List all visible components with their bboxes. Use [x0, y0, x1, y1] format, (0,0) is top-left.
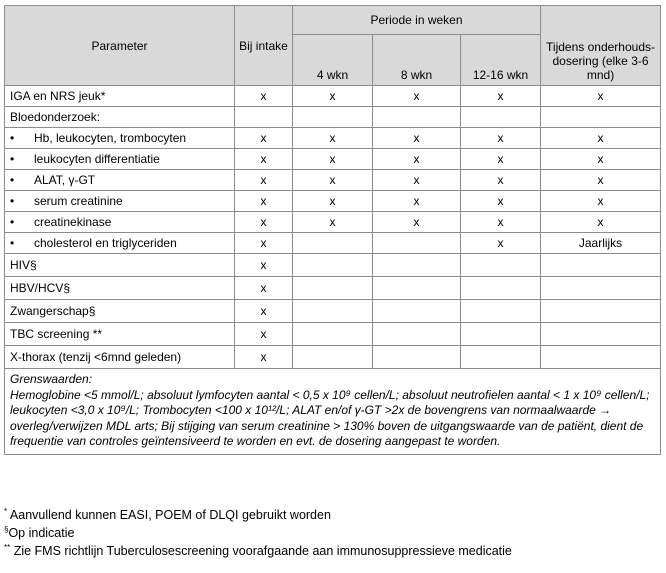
table-cell: x: [541, 212, 661, 233]
bullet-icon: •: [10, 215, 15, 229]
table-cell: [293, 346, 373, 369]
bullet-icon: •: [10, 131, 15, 145]
footnote: [4, 524, 512, 542]
table-cell: [373, 300, 461, 323]
header-week-4: 4 wkn: [293, 35, 373, 86]
table-cell: x: [293, 191, 373, 212]
table-cell: x: [373, 170, 461, 191]
table-row: [5, 254, 661, 277]
bullet-icon: •: [10, 152, 15, 166]
row-label-text: HBV/HCV§: [10, 281, 71, 295]
footnote-text: Zie FMS richtlijn Tuberculosescreening voorafgaande aan immunosuppressieve medicatie: [10, 544, 512, 558]
table-cell: x: [461, 191, 541, 212]
table-cell: x: [461, 86, 541, 107]
table-row: [5, 107, 661, 128]
table-cell: [541, 277, 661, 300]
table-cell: [461, 346, 541, 369]
row-label-text: Zwangerschap§: [10, 304, 96, 318]
header-period: Periode in weken: [293, 6, 541, 35]
table-cell: x: [235, 277, 293, 300]
footnote-mark: *: [4, 506, 8, 516]
table-cell: [541, 323, 661, 346]
row-label: [5, 346, 235, 369]
row-label: [5, 254, 235, 277]
table-cell: [373, 233, 461, 254]
table-cell: x: [461, 170, 541, 191]
table-cell: [373, 254, 461, 277]
table-cell: x: [541, 191, 661, 212]
row-label: [5, 170, 235, 191]
row-label: [5, 323, 235, 346]
table-cell: [541, 107, 661, 128]
table-cell: [293, 323, 373, 346]
row-label: [5, 149, 235, 170]
table-cell: x: [235, 170, 293, 191]
table-cell: [293, 254, 373, 277]
table-row: [5, 170, 661, 191]
table-cell: [293, 107, 373, 128]
row-label: [5, 277, 235, 300]
table-cell: x: [373, 86, 461, 107]
monitoring-table: [4, 5, 661, 455]
table-cell: [461, 300, 541, 323]
table-cell: [293, 233, 373, 254]
row-label-text: serum creatinine: [34, 194, 123, 208]
table-row: [5, 86, 661, 107]
footnote: [4, 542, 512, 560]
table-cell: x: [235, 86, 293, 107]
row-label-text: HIV§: [10, 258, 37, 272]
row-label-text: Hb, leukocyten, trombocyten: [34, 131, 187, 145]
table-cell: x: [373, 149, 461, 170]
row-label: [5, 300, 235, 323]
table-cell: x: [235, 323, 293, 346]
row-label-text: Bloedonderzoek:: [10, 110, 101, 124]
table-cell: [373, 277, 461, 300]
table-row: [5, 233, 661, 254]
table-cell: [293, 277, 373, 300]
row-label: [5, 107, 235, 128]
table-cell: x: [541, 128, 661, 149]
table-cell: x: [235, 212, 293, 233]
table-cell: [461, 323, 541, 346]
bullet-icon: •: [10, 194, 15, 208]
table-cell: [235, 107, 293, 128]
table-cell: x: [541, 149, 661, 170]
row-label: [5, 212, 235, 233]
bullet-icon: •: [10, 236, 15, 250]
table-cell: x: [373, 191, 461, 212]
row-label-text: creatinekinase: [34, 215, 112, 229]
table-cell: x: [235, 191, 293, 212]
table-cell: [541, 254, 661, 277]
table-cell: x: [235, 346, 293, 369]
row-label: [5, 86, 235, 107]
table-cell: x: [373, 212, 461, 233]
row-label: [5, 233, 235, 254]
table-row: [5, 212, 661, 233]
table-row: [5, 191, 661, 212]
table-cell: x: [293, 212, 373, 233]
table-cell: x: [235, 233, 293, 254]
table-body: [5, 86, 661, 369]
table-cell: Jaarlijks: [541, 233, 661, 254]
table-cell: [461, 277, 541, 300]
table-cell: x: [461, 212, 541, 233]
table-cell: x: [461, 128, 541, 149]
limit-values-title: Grenswaarden:: [10, 372, 93, 386]
table-cell: [541, 300, 661, 323]
table-cell: x: [461, 233, 541, 254]
header-maintenance: Tijdens onderhouds-dosering (elke 3-6 mnd): [541, 6, 661, 86]
table-cell: x: [461, 149, 541, 170]
table-row: [5, 323, 661, 346]
table-cell: x: [235, 300, 293, 323]
table-row: [5, 300, 661, 323]
table-cell: x: [235, 254, 293, 277]
table-row: [5, 128, 661, 149]
row-label-text: leukocyten differentiatie: [34, 152, 160, 166]
footnote-text: Op indicatie: [8, 526, 75, 540]
table-cell: [461, 254, 541, 277]
table-cell: [373, 346, 461, 369]
table-cell: [541, 346, 661, 369]
table-cell: x: [541, 170, 661, 191]
limit-values-cell: [5, 369, 661, 455]
table-cell: x: [235, 149, 293, 170]
row-label: [5, 128, 235, 149]
footnote-mark: §: [4, 524, 9, 534]
footnote-text: Aanvullend kunnen EASI, POEM of DLQI gebruikt worden: [7, 508, 331, 522]
table-cell: [373, 323, 461, 346]
row-label-text: cholesterol en triglyceriden: [34, 236, 177, 250]
table-cell: x: [293, 149, 373, 170]
header-week-8: 8 wkn: [373, 35, 461, 86]
row-label-text: X-thorax (tenzij <6mnd geleden): [10, 350, 182, 364]
table-row: [5, 346, 661, 369]
table-cell: [461, 107, 541, 128]
row-label-text: IGA en NRS jeuk*: [10, 89, 106, 103]
table-row: [5, 149, 661, 170]
footnotes: [4, 506, 512, 560]
header-parameter: Parameter: [5, 6, 235, 86]
table-cell: x: [293, 128, 373, 149]
table-cell: x: [541, 86, 661, 107]
table-cell: [293, 300, 373, 323]
row-label-text: TBC screening **: [10, 327, 103, 341]
table-cell: x: [235, 128, 293, 149]
row-label-text: ALAT, γ-GT: [34, 173, 96, 187]
header-week-12-16: 12-16 wkn: [461, 35, 541, 86]
table-row: [5, 277, 661, 300]
row-label: [5, 191, 235, 212]
bullet-icon: •: [10, 173, 15, 187]
table-cell: [373, 107, 461, 128]
header-intake: Bij intake: [235, 6, 293, 86]
footnote: [4, 506, 512, 524]
table-cell: x: [293, 86, 373, 107]
limit-values-text: Hemoglobine <5 mmol/L; absoluut lymfocyten aantal < 0,5 x 10⁹ cellen/L; absoluut neutrofielen aantal < 1 x 10⁹ cellen/L; leukocyten <3,0 x 10⁹/L; Trombocyten <100 x 10¹²/L; ALAT en/of γ-GT >2x de bovengrens van normaalwaarde → overleg/verwijzen MDL arts; Bij stijging van serum creatinine > 130% boven de uitgangswaarde van de patiënt, dient de frequentie van controles geïntensiveerd te worden en evt. de dosering aangepast te worden.: [10, 387, 650, 448]
table-cell: x: [293, 170, 373, 191]
table-cell: x: [373, 128, 461, 149]
footnote-mark: **: [4, 542, 11, 552]
